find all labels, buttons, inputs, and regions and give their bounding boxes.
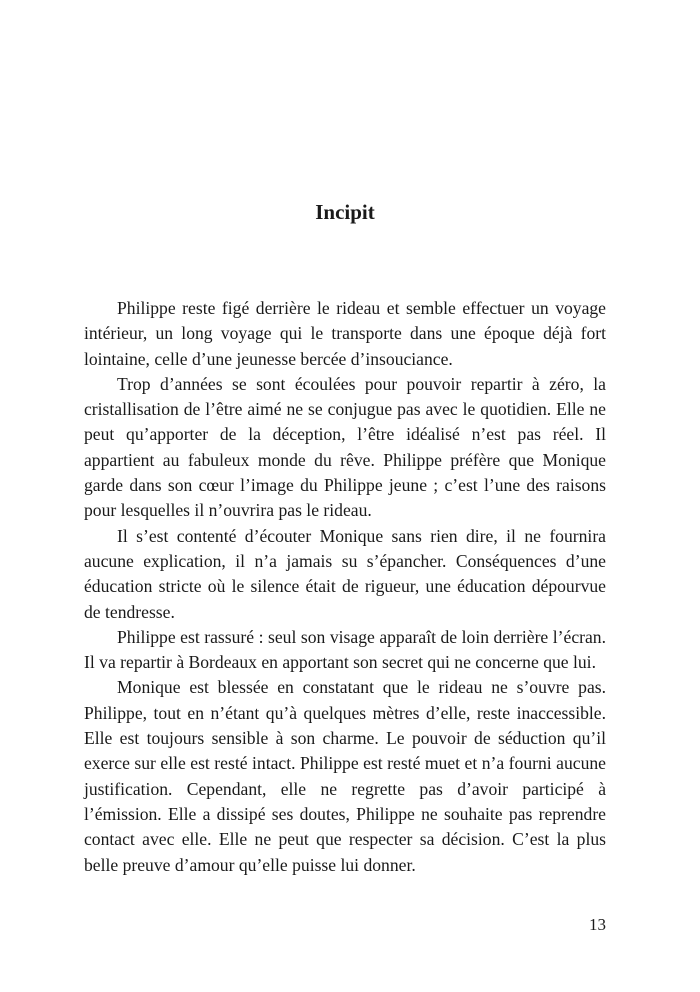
- paragraph: Philippe est rassuré : seul son visage apparaît de loin derrière l’écran. Il va repartir à Bordeaux en apportant son secret qui ne concerne que lui.: [84, 626, 606, 673]
- page-number: 13: [589, 915, 606, 934]
- chapter-title: Incipit: [315, 200, 375, 224]
- paragraph: Philippe reste figé derrière le rideau et semble effectuer un voyage intérieur, un long voyage qui le transporte dans une époque déjà fort lointaine, celle d’une jeunesse bercée d’insouciance.: [84, 298, 606, 369]
- paragraph: Il s’est contenté d’écouter Monique sans rien dire, il ne fournira aucune explication, il n’a jamais su s’épancher. Conséquences d’une éducation stricte où le silence était de rigueur, une éducation dépourvue de tendresse.: [84, 525, 606, 622]
- paragraph: Monique est blessée en constatant que le rideau ne s’ouvre pas. Philippe, tout en n’étant qu’à quelques mètres d’elle, reste inaccessible. Elle est toujours sensible à son charme. Le pouvoir de séduction qu’il exerce sur elle est resté intact. Philippe est resté muet et n’a fourni aucune justification. Cependant, elle ne regrette pas d’avoir participé à l’émission. Elle a dissipé ses doutes, Philippe ne souhaite pas reprendre contact avec elle. Elle ne peut que respecter sa décision. C’est la plus belle preuve d’amour qu’elle puisse lui donner.: [84, 677, 606, 875]
- paragraph: Trop d’années se sont écoulées pour pouvoir repartir à zéro, la cristallisation de l’être aimé ne se conjugue pas avec le quotidien. Elle ne peut qu’apporter de la déception, l’être idéalisé n’est pas réel. Il appartient au fabuleux monde du rêve. Philippe préfère que Monique garde dans son cœur l’image du Philippe jeune ; c’est l’une des raisons pour lesquelles il n’ouvrira pas le rideau.: [84, 373, 606, 521]
- body-text: [84, 296, 606, 878]
